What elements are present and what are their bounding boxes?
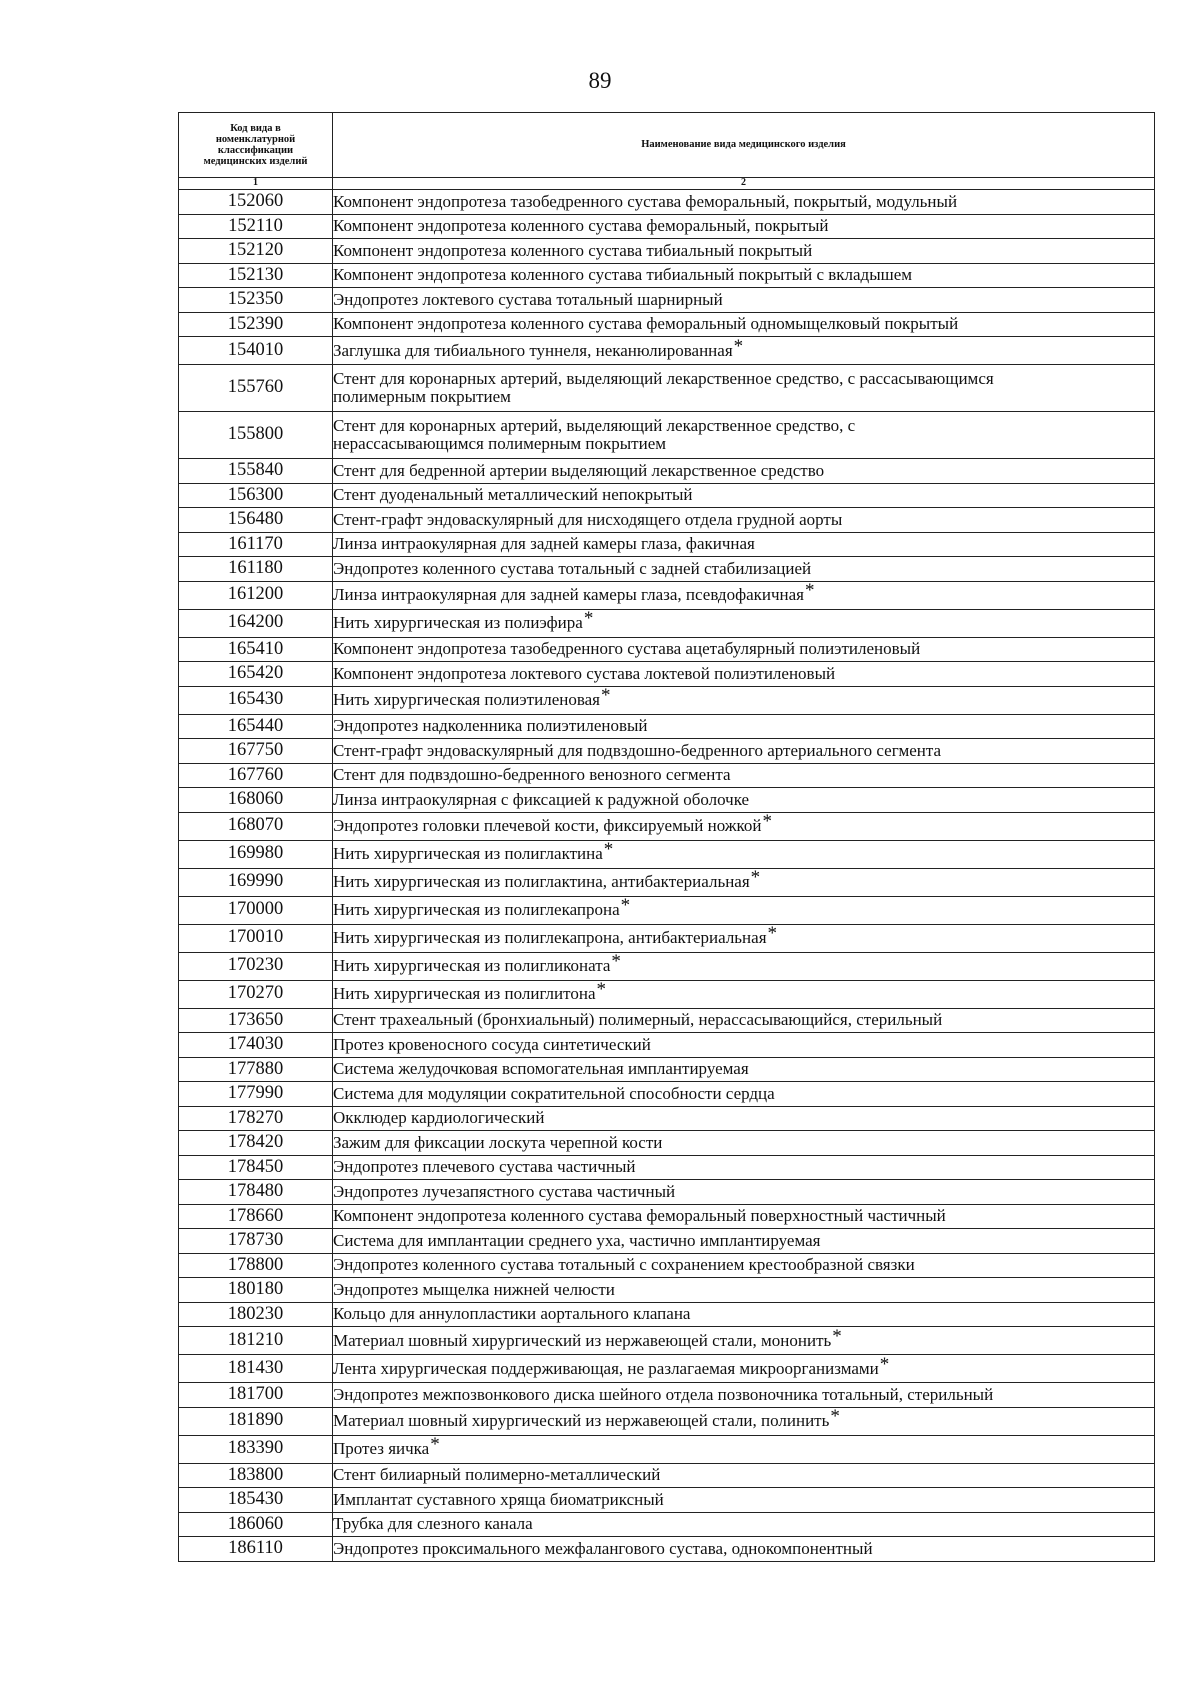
table-row <box>179 1229 1155 1254</box>
device-name-text: Кольцо для аннулопластики аортального клапана <box>333 1304 691 1324</box>
device-code: 152390 <box>179 312 333 337</box>
device-name-line <box>333 951 1154 976</box>
device-code: 178450 <box>179 1155 333 1180</box>
device-name-line <box>333 388 1154 406</box>
device-name <box>333 1155 1155 1180</box>
asterisk-mark: * <box>767 923 778 945</box>
device-code: 161200 <box>179 581 333 609</box>
device-name <box>333 788 1155 813</box>
device-name-line <box>333 839 1154 864</box>
asterisk-mark: * <box>832 1325 842 1347</box>
device-name-line <box>333 1540 1154 1558</box>
device-name-line <box>333 1158 1154 1176</box>
table-row <box>179 1204 1155 1229</box>
device-code: 183800 <box>179 1463 333 1488</box>
device-name-text: Компонент эндопротеза тазобедренного сустава ацетабулярный полиэтиленовый <box>333 639 921 659</box>
device-name-text: Система для модуляции сократительной способности сердца <box>333 1083 775 1103</box>
device-name-text: Эндопротез коленного сустава тотальный с сохранением крестообразной связки <box>333 1255 915 1275</box>
device-code: 169980 <box>179 840 333 868</box>
device-name <box>333 714 1155 739</box>
device-name-text: Нить хирургическая из полигликоната <box>333 956 611 976</box>
column-number-1: 1 <box>179 178 333 190</box>
header-name: Наименование вида медицинского изделия <box>333 113 1155 178</box>
device-name-line <box>333 1406 1154 1431</box>
device-name-text: Нить хирургическая из полиглактина <box>333 844 603 864</box>
device-name-line <box>333 1011 1154 1029</box>
device-name <box>333 532 1155 557</box>
device-name-text: Стент для коронарных артерий, выделяющий лекарственное средство, с рассасывающимся <box>333 369 994 389</box>
device-code: 170000 <box>179 896 333 924</box>
device-code: 152130 <box>179 263 333 288</box>
device-name-text: Стент для подвздошно-бедренного венозного сегмента <box>333 765 731 785</box>
device-code: 165430 <box>179 686 333 714</box>
table-row <box>179 788 1155 813</box>
device-name <box>333 609 1155 637</box>
device-name <box>333 924 1155 952</box>
device-name <box>333 483 1155 508</box>
device-name-line <box>333 1353 1154 1378</box>
device-code: 154010 <box>179 337 333 365</box>
device-code: 181430 <box>179 1355 333 1383</box>
device-name <box>333 239 1155 264</box>
table-row <box>179 1512 1155 1537</box>
header-code-line: Код вида в <box>230 122 281 134</box>
device-code: 167760 <box>179 763 333 788</box>
device-code: 180230 <box>179 1302 333 1327</box>
device-name-line <box>333 895 1154 920</box>
device-name <box>333 1435 1155 1463</box>
table-row <box>179 365 1155 412</box>
device-name <box>333 980 1155 1008</box>
table-row <box>179 609 1155 637</box>
device-name-text: Стент трахеальный (бронхиальный) полимерный, нерассасывающийся, стерильный <box>333 1010 943 1030</box>
column-number-2: 2 <box>333 178 1155 190</box>
table-row <box>179 532 1155 557</box>
device-code: 170230 <box>179 952 333 980</box>
device-name-line <box>333 1256 1154 1274</box>
device-code: 155840 <box>179 459 333 484</box>
device-name-text: Компонент эндопротеза локтевого сустава локтевой полиэтиленовый <box>333 663 836 683</box>
device-name-line <box>333 315 1154 333</box>
asterisk-mark: * <box>583 608 594 630</box>
device-name-line <box>333 1515 1154 1533</box>
device-code: 165410 <box>179 637 333 662</box>
device-name <box>333 1082 1155 1107</box>
device-name-text: Эндопротез коленного сустава тотальный с задней стабилизацией <box>333 558 812 578</box>
device-name <box>333 1302 1155 1327</box>
table-row <box>179 1355 1155 1383</box>
asterisk-mark: * <box>603 839 614 861</box>
device-name-text: Эндопротез проксимального межфалангового сустава, однокомпонентный <box>333 1538 873 1558</box>
table-row <box>179 1435 1155 1463</box>
device-name-line <box>333 1134 1154 1152</box>
device-name-text: Стент для коронарных артерий, выделяющий лекарственное средство, с <box>333 416 856 436</box>
device-code: 177990 <box>179 1082 333 1107</box>
device-name-line <box>333 560 1154 578</box>
device-name <box>333 1204 1155 1229</box>
device-name <box>333 1355 1155 1383</box>
asterisk-mark: * <box>762 811 773 833</box>
asterisk-mark: * <box>750 867 761 889</box>
device-name-text: Компонент эндопротеза тазобедренного сустава феморальный, покрытый, модульный <box>333 191 958 211</box>
device-name-line <box>333 867 1154 892</box>
device-name-line <box>333 1060 1154 1078</box>
device-name-text: Протез яичка <box>333 1439 430 1459</box>
table-row <box>179 763 1155 788</box>
device-name-line <box>333 1305 1154 1323</box>
device-code: 185430 <box>179 1488 333 1513</box>
device-name-text: Нить хирургическая из полиэфира <box>333 613 583 633</box>
device-name-text: Линза интраокулярная для задней камеры глаза, псевдофакичная <box>333 585 805 605</box>
device-name-line <box>333 1386 1154 1404</box>
device-name-line <box>333 462 1154 480</box>
device-name-line <box>333 811 1154 836</box>
device-code: 178420 <box>179 1131 333 1156</box>
table-row <box>179 1180 1155 1205</box>
device-name-line <box>333 717 1154 735</box>
device-code: 164200 <box>179 609 333 637</box>
device-name <box>333 581 1155 609</box>
device-name-line <box>333 791 1154 809</box>
device-code: 186110 <box>179 1537 333 1562</box>
table-row <box>179 868 1155 896</box>
device-name <box>333 662 1155 687</box>
table-row <box>179 508 1155 533</box>
device-name-line <box>333 1207 1154 1225</box>
device-name-line <box>333 242 1154 260</box>
device-name-line <box>333 608 1154 633</box>
device-name <box>333 1278 1155 1303</box>
device-name-line <box>333 370 1154 388</box>
header-code <box>179 113 333 178</box>
device-name-line <box>333 486 1154 504</box>
device-code: 168070 <box>179 812 333 840</box>
device-name-line <box>333 1085 1154 1103</box>
device-code: 183390 <box>179 1435 333 1463</box>
table-row <box>179 896 1155 924</box>
device-code: 152350 <box>179 288 333 313</box>
device-name-text: Эндопротез надколенника полиэтиленовый <box>333 716 648 736</box>
device-name <box>333 1488 1155 1513</box>
table-row <box>179 1407 1155 1435</box>
table-body <box>179 190 1155 1562</box>
device-name-text: Стент билиарный полимерно-металлический <box>333 1465 661 1485</box>
device-name <box>333 365 1155 412</box>
device-name-text: Стент-графт эндоваскулярный для подвздошно-бедренного артериального сегмента <box>333 740 942 760</box>
device-code: 161180 <box>179 557 333 582</box>
device-name-text: Линза интраокулярная для задней камеры глаза, факичная <box>333 534 755 554</box>
device-name-text: Линза интраокулярная с фиксацией к радужной оболочке <box>333 789 750 809</box>
device-name-text: Компонент эндопротеза коленного сустава тибиальный покрытый <box>333 240 813 260</box>
table-row <box>179 557 1155 582</box>
device-code: 168060 <box>179 788 333 813</box>
device-code: 173650 <box>179 1008 333 1033</box>
device-name <box>333 1131 1155 1156</box>
device-code: 180180 <box>179 1278 333 1303</box>
device-name-text: Нить хирургическая из полиглактина, антибактериальная <box>333 872 750 892</box>
device-code: 178480 <box>179 1180 333 1205</box>
table-row <box>179 840 1155 868</box>
device-name <box>333 263 1155 288</box>
table-row <box>179 637 1155 662</box>
device-name-text: Эндопротез межпозвонкового диска шейного отдела позвоночника тотальный, стерильный <box>333 1384 994 1404</box>
table-row <box>179 190 1155 215</box>
device-name-line <box>333 766 1154 784</box>
device-name <box>333 840 1155 868</box>
table-row <box>179 812 1155 840</box>
device-code: 170270 <box>179 980 333 1008</box>
device-name-text: Система желудочковая вспомогательная имплантируемая <box>333 1059 749 1079</box>
device-name-text: Зажим для фиксации лоскута черепной кости <box>333 1132 663 1152</box>
table-row <box>179 739 1155 764</box>
table-row <box>179 1131 1155 1156</box>
device-name-line <box>333 640 1154 658</box>
device-name-line <box>333 1036 1154 1054</box>
device-code: 178660 <box>179 1204 333 1229</box>
device-name-text: Компонент эндопротеза коленного сустава тибиальный покрытый с вкладышем <box>333 265 913 285</box>
device-code: 181700 <box>179 1383 333 1408</box>
table-row <box>179 263 1155 288</box>
device-name <box>333 1512 1155 1537</box>
table-row <box>179 980 1155 1008</box>
device-name-text: Эндопротез мыщелка нижней челюсти <box>333 1279 615 1299</box>
device-name-text: Стент для бедренной артерии выделяющий лекарственное средство <box>333 460 825 480</box>
device-name-text: Окклюдер кардиологический <box>333 1108 545 1128</box>
table-row <box>179 1106 1155 1131</box>
asterisk-mark: * <box>830 1406 840 1428</box>
device-name <box>333 190 1155 215</box>
device-name-line <box>333 335 1154 360</box>
device-name-line <box>333 535 1154 553</box>
table-row <box>179 1057 1155 1082</box>
table-row <box>179 1488 1155 1513</box>
device-code: 178270 <box>179 1106 333 1131</box>
device-name-line <box>333 580 1154 605</box>
device-code: 152110 <box>179 214 333 239</box>
device-name-line <box>333 266 1154 284</box>
table-row <box>179 662 1155 687</box>
device-name <box>333 1537 1155 1562</box>
device-name-text: Эндопротез головки плечевой кости, фиксируемый ножкой <box>333 816 762 836</box>
table-row <box>179 459 1155 484</box>
device-name-line <box>333 193 1154 211</box>
asterisk-mark: * <box>611 951 621 973</box>
table-row <box>179 1537 1155 1562</box>
asterisk-mark: * <box>879 1353 890 1375</box>
table-row <box>179 337 1155 365</box>
table-header-row <box>179 113 1155 178</box>
device-code: 155800 <box>179 412 333 459</box>
device-name <box>333 412 1155 459</box>
device-name <box>333 1327 1155 1355</box>
device-name-text: Имплантат суставного хряща биоматриксный <box>333 1489 664 1509</box>
device-name <box>333 1106 1155 1131</box>
device-name-text: Заглушка для тибиального туннеля, неканюлированная <box>333 340 733 360</box>
table-row <box>179 1155 1155 1180</box>
table-row <box>179 1082 1155 1107</box>
device-name <box>333 637 1155 662</box>
table-row <box>179 483 1155 508</box>
device-name-text: полимерным покрытием <box>333 387 511 406</box>
table-row <box>179 214 1155 239</box>
device-name <box>333 1057 1155 1082</box>
device-code: 177880 <box>179 1057 333 1082</box>
device-name-text: Эндопротез лучезапястного сустава частичный <box>333 1181 676 1201</box>
device-name <box>333 896 1155 924</box>
device-name-line <box>333 685 1154 710</box>
device-name-line <box>333 291 1154 309</box>
table-row <box>179 288 1155 313</box>
table-row <box>179 1278 1155 1303</box>
device-name <box>333 1033 1155 1058</box>
device-code: 181890 <box>179 1407 333 1435</box>
device-code: 178800 <box>179 1253 333 1278</box>
device-code: 156300 <box>179 483 333 508</box>
device-name-line <box>333 217 1154 235</box>
device-code: 167750 <box>179 739 333 764</box>
device-name-line <box>333 1183 1154 1201</box>
device-name-line <box>333 1491 1154 1509</box>
device-name <box>333 686 1155 714</box>
device-name-line <box>333 979 1154 1004</box>
table-row <box>179 581 1155 609</box>
device-code: 152120 <box>179 239 333 264</box>
device-name-text: Протез кровеносного сосуда синтетический <box>333 1034 651 1054</box>
asterisk-mark: * <box>596 979 606 1001</box>
device-name-line <box>333 923 1154 948</box>
device-name-text: Стент-графт эндоваскулярный для нисходящего отдела грудной аорты <box>333 509 843 529</box>
asterisk-mark: * <box>601 685 611 707</box>
medical-device-table <box>178 112 1155 1562</box>
device-name-text: Нить хирургическая полиэтиленовая <box>333 690 601 710</box>
device-name-text: Материал шовный хирургический из нержавеющей стали, полинить <box>333 1411 830 1431</box>
table-row <box>179 1033 1155 1058</box>
device-code: 178730 <box>179 1229 333 1254</box>
asterisk-mark: * <box>805 580 815 602</box>
device-name <box>333 1383 1155 1408</box>
device-name-line <box>333 1325 1154 1350</box>
device-code: 156480 <box>179 508 333 533</box>
asterisk-mark: * <box>430 1434 440 1456</box>
device-name <box>333 952 1155 980</box>
device-name-text: Компонент эндопротеза коленного сустава феморальный, покрытый <box>333 216 829 236</box>
table-row <box>179 924 1155 952</box>
device-name-text: Нить хирургическая из полиглитона <box>333 984 596 1004</box>
device-name <box>333 557 1155 582</box>
device-name-line <box>333 1281 1154 1299</box>
device-code: 174030 <box>179 1033 333 1058</box>
device-name-line <box>333 435 1154 453</box>
device-name <box>333 1180 1155 1205</box>
device-code: 161170 <box>179 532 333 557</box>
device-name-text: Лента хирургическая поддерживающая, не разлагаемая микроорганизмами <box>333 1358 879 1378</box>
device-name <box>333 1407 1155 1435</box>
table-row <box>179 714 1155 739</box>
device-name <box>333 1229 1155 1254</box>
device-name-text: Компонент эндопротеза коленного сустава феморальный поверхностный частичный <box>333 1206 946 1226</box>
header-code-line: классификации <box>217 145 294 156</box>
device-code: 155760 <box>179 365 333 412</box>
table-row <box>179 1008 1155 1033</box>
table-row <box>179 412 1155 459</box>
asterisk-mark: * <box>733 335 744 357</box>
device-name <box>333 288 1155 313</box>
page-number: 89 <box>588 68 612 93</box>
header-code-line: медицинских изделий <box>203 156 308 168</box>
table-row <box>179 312 1155 337</box>
device-name <box>333 739 1155 764</box>
table-row <box>179 1327 1155 1355</box>
header-code-line: номенклатурной <box>215 133 296 145</box>
device-name <box>333 868 1155 896</box>
device-name-text: нерассасывающимся полимерным покрытием <box>333 434 667 453</box>
column-number-row <box>179 178 1155 190</box>
table-row <box>179 1253 1155 1278</box>
device-name-line <box>333 1434 1154 1459</box>
device-name <box>333 337 1155 365</box>
device-name <box>333 1253 1155 1278</box>
table-row <box>179 1302 1155 1327</box>
asterisk-mark: * <box>620 895 631 917</box>
device-name-text: Материал шовный хирургический из нержавеющей стали, мононить <box>333 1330 832 1350</box>
device-name-text: Эндопротез локтевого сустава тотальный шарнирный <box>333 289 723 309</box>
device-code: 169990 <box>179 868 333 896</box>
device-name-text: Эндопротез плечевого сустава частичный <box>333 1157 636 1177</box>
device-name <box>333 1463 1155 1488</box>
device-name-line <box>333 742 1154 760</box>
device-name <box>333 312 1155 337</box>
device-name <box>333 459 1155 484</box>
table-row <box>179 1383 1155 1408</box>
device-name-line <box>333 1466 1154 1484</box>
device-name-text: Нить хирургическая из полиглекапрона, антибактериальная <box>333 928 767 948</box>
device-name-line <box>333 665 1154 683</box>
device-code: 170010 <box>179 924 333 952</box>
device-name <box>333 763 1155 788</box>
device-name-text: Система для имплантации среднего уха, частично имплантируемая <box>333 1230 821 1250</box>
device-name <box>333 508 1155 533</box>
device-code: 181210 <box>179 1327 333 1355</box>
device-name-line <box>333 1232 1154 1250</box>
device-code: 165420 <box>179 662 333 687</box>
table-row <box>179 952 1155 980</box>
table-row <box>179 239 1155 264</box>
device-name <box>333 1008 1155 1033</box>
device-code: 186060 <box>179 1512 333 1537</box>
device-name-text: Трубка для слезного канала <box>333 1514 533 1534</box>
device-name-text: Стент дуоденальный металлический непокрытый <box>333 485 693 505</box>
device-code: 152060 <box>179 190 333 215</box>
device-name-text: Компонент эндопротеза коленного сустава феморальный одномыщелковый покрытый <box>333 314 959 334</box>
device-name-line <box>333 1109 1154 1127</box>
device-name-line <box>333 417 1154 435</box>
device-name <box>333 214 1155 239</box>
table-row <box>179 1463 1155 1488</box>
table-row <box>179 686 1155 714</box>
device-name <box>333 812 1155 840</box>
device-code: 165440 <box>179 714 333 739</box>
device-name-text: Нить хирургическая из полиглекапрона <box>333 900 620 920</box>
device-name-line <box>333 511 1154 529</box>
